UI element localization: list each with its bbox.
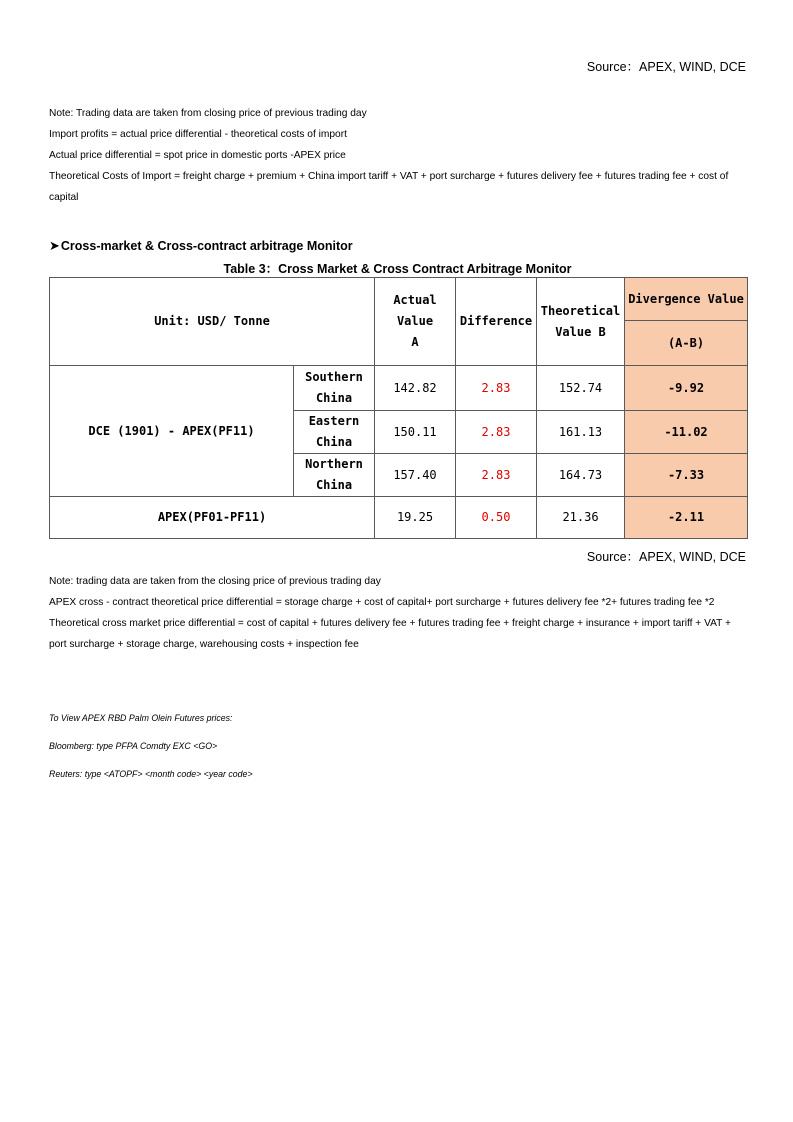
table-title: Table 3：Cross Market & Cross Contract Arbitrage Monitor — [223, 262, 572, 276]
header-actual-text: Actual Value A — [393, 293, 437, 349]
note-line: APEX cross - contract theoretical price differential = storage charge + cost of capital+ port surcharge + futures delivery fee *2+ futures trading fee *2 — [49, 597, 715, 608]
theoretical-cell: 164.73 — [537, 454, 625, 497]
notes-bottom — [49, 571, 746, 655]
header-divergence: Divergence Value — [625, 278, 748, 321]
actual-cell: 150.11 — [375, 411, 456, 454]
actual-cell: 142.82 — [375, 366, 456, 411]
note-line: Theoretical cross market price differential = cost of capital + futures delivery fee + futures trading fee + freight charge + insurance + import tariff + VAT + port surcharge + storage charge, warehousing costs + inspection fee — [49, 618, 731, 650]
theoretical-cell: 161.13 — [537, 411, 625, 454]
header-actual — [375, 278, 456, 366]
note-line: Actual price differential = spot price in domestic ports -APEX price — [49, 150, 346, 161]
region-cell — [294, 411, 375, 454]
view-prices-notes — [49, 713, 746, 797]
note-line: Theoretical Costs of Import = freight charge + premium + China import tariff + VAT + port surcharge + futures delivery fee + futures trading fee + cost of capital — [49, 171, 729, 203]
region-text: Southern China — [305, 370, 363, 405]
divergence-cell: -11.02 — [625, 411, 748, 454]
note-line: Import profits = actual price differential - theoretical costs of import — [49, 129, 347, 140]
header-theoretical-text: Theoretical Value B — [540, 303, 621, 339]
view-note-line: To View APEX RBD Palm Olein Futures prices: — [49, 713, 233, 723]
last-row-label: APEX(PF01-PF11) — [50, 497, 375, 539]
note-line: Note: trading data are taken from the closing price of previous trading day — [49, 576, 381, 587]
header-difference: Difference — [456, 278, 537, 366]
theoretical-cell: 152.74 — [537, 366, 625, 411]
unit-label: Unit: USD/ Tonne — [50, 278, 375, 366]
view-note-line: Bloomberg: type PFPA Comdty EXC <GO> — [49, 741, 218, 751]
view-note-line: Reuters: type <ATOPF> <month code> <year code> — [49, 769, 253, 779]
section-heading-text: Cross-market & Cross-contract arbitrage Monitor — [60, 239, 353, 253]
theoretical-cell: 21.36 — [537, 497, 625, 539]
divergence-cell: -7.33 — [625, 454, 748, 497]
header-divergence-sub: (A-B) — [625, 321, 748, 366]
source-mid: Source：APEX, WIND, DCE — [586, 550, 746, 564]
arbitrage-table — [49, 277, 748, 539]
region-text: Eastern China — [308, 414, 360, 449]
region-cell — [294, 454, 375, 497]
note-line: Note: Trading data are taken from closing price of previous trading day — [49, 108, 367, 119]
difference-cell: 2.83 — [456, 411, 537, 454]
section-heading — [49, 238, 353, 254]
divergence-cell: -2.11 — [625, 497, 748, 539]
difference-cell: 2.83 — [456, 366, 537, 411]
difference-cell: 2.83 — [456, 454, 537, 497]
divergence-cell: -9.92 — [625, 366, 748, 411]
arrow-bullet-icon: ➤ — [49, 238, 60, 253]
header-theoretical — [537, 278, 625, 366]
difference-cell: 0.50 — [456, 497, 537, 539]
group-label: DCE (1901) - APEX(PF11) — [50, 366, 294, 497]
actual-cell: 157.40 — [375, 454, 456, 497]
source-top: Source：APEX, WIND, DCE — [586, 60, 746, 74]
region-text: Northern China — [305, 457, 363, 492]
notes-top — [49, 103, 746, 208]
region-cell — [294, 366, 375, 411]
actual-cell: 19.25 — [375, 497, 456, 539]
